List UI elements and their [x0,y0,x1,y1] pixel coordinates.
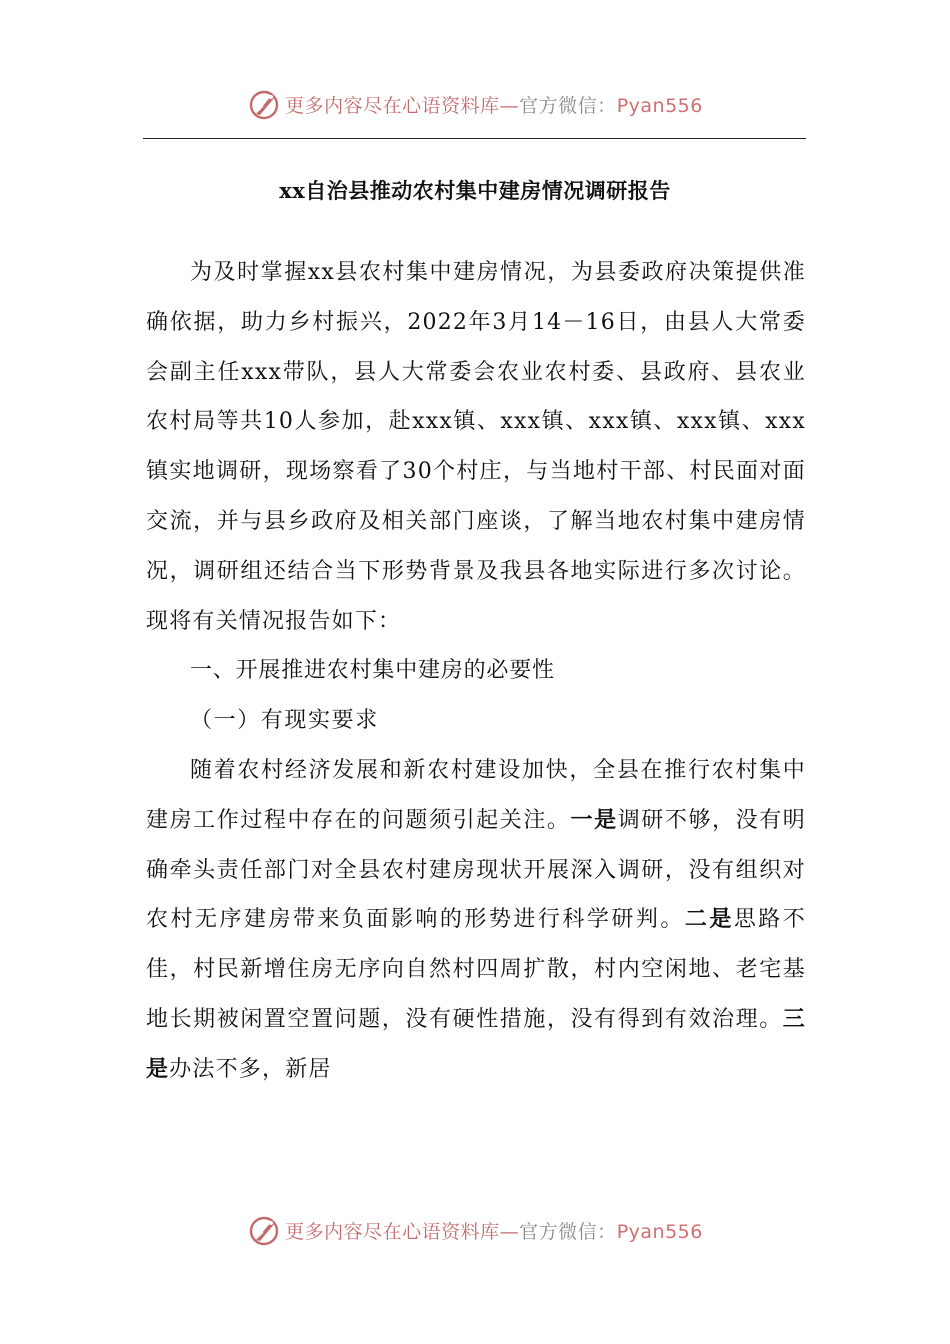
banner-site-text: 更多内容尽在心语资料库 [285,1220,500,1243]
para2-sentence-1: 调研不够，没有明确牵头责任部门对全县农村建房现状开展深入调研，没有组织对农村无序建房带来负面影响的形势进行科学研判。 [146,807,806,933]
banner-text [285,91,703,118]
banner-official-label: 官方微信： [519,94,617,117]
quill-pen-circle-icon [247,87,281,121]
para2-sentence-3: 办法不多，新居 [169,1056,332,1082]
intro-paragraph: 为及时掌握xx县农村集中建房情况，为县委政府决策提供准确依据，助力乡村振兴，2022年3月14－16日，由县人大常委会副主任xxx带队，县人大常委会农业农村委、县政府、县农业农村局等共10人参加，赴xxx镇、xxx镇、xxx镇、xxx镇、xxx镇实地调研，现场察看了30个村庄，与当地村干部、村民面对面交流，并与县乡政府及相关部门座谈，了解当地农村集中建房情况，调研组还结合当下形势背景及我县各地实际进行多次讨论。现将有关情况报告如下： [146,260,806,634]
para2-lead: 随着农村经济发展和新农村建设加快，全县在推行农村集中建房工作过程中存在的问题须引起关注。 [146,757,806,833]
para2-keyword-1: 一是 [570,807,618,833]
document-body [146,248,806,1095]
subsection-heading-1: （一）有现实要求 [190,708,379,734]
banner-wechat-id: Pyan556 [616,1220,703,1243]
banner-wechat-id: Pyan556 [616,94,703,117]
header-banner [0,84,950,124]
document-title: xx自治县推动农村集中建房情况调研报告 [279,178,671,203]
section-heading-1: 一、开展推进农村集中建房的必要性 [190,658,555,684]
banner-separator: — [499,1220,520,1243]
body-paragraph-2 [146,746,806,1095]
header-divider [143,138,806,139]
footer-banner [0,1210,950,1250]
banner-separator: — [499,94,520,117]
banner-site-text: 更多内容尽在心语资料库 [285,94,500,117]
para2-keyword-3: 三是 [146,1006,806,1082]
quill-pen-circle-icon [247,1213,281,1247]
para2-sentence-2: 思路不佳，村民新增住房无序向自然村四周扩散，村内空闲地、老宅基地长期被闲置空置问题，没有硬性措施，没有得到有效治理。 [146,907,806,1032]
banner-text [285,1217,703,1244]
banner-official-label: 官方微信： [519,1220,617,1243]
para2-keyword-2: 二是 [684,907,734,933]
